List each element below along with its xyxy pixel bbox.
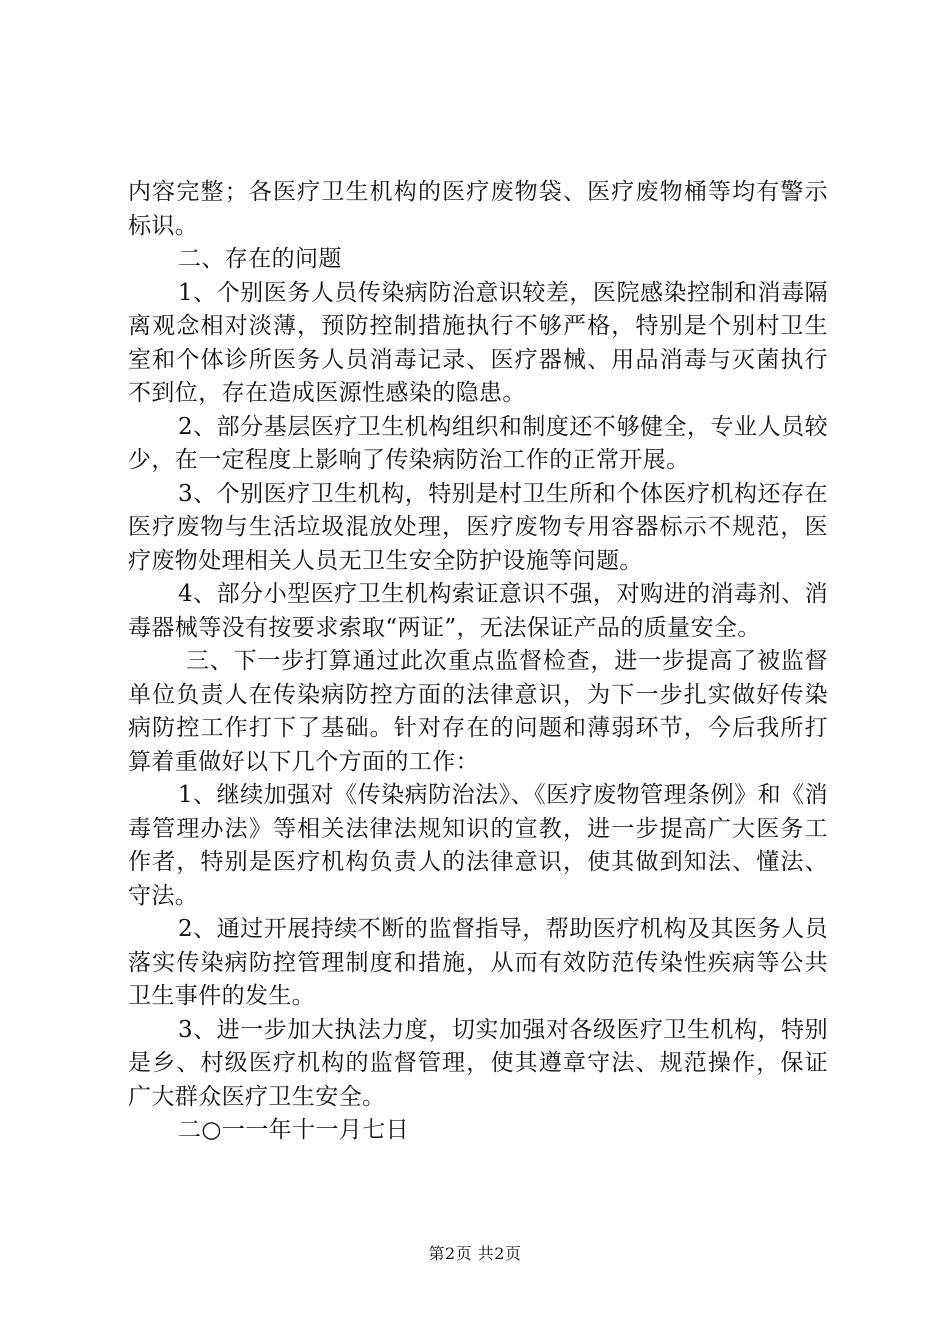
plan-item-2: 2、通过开展持续不断的监督指导，帮助医疗机构及其医务人员落实传染病防控管理制度和措施，从而有效防范传染性疾病等公共卫生事件的发生。	[128, 916, 828, 1009]
problem-item-1: 1、个别医务人员传染病防治意识较差，医院感染控制和消毒隔离观念相对淡薄，预防控制措施执行不够严格，特别是个别村卫生室和个体诊所医务人员消毒记录、医疗器械、用品消毒与灭菌执行不到位，存在造成医源性感染的隐患。	[128, 279, 828, 406]
page-footer	[0, 1244, 950, 1264]
problem-item-3: 3、个别医疗卫生机构，特别是村卫生所和个体医疗机构还存在医疗废物与生活垃圾混放处理，医疗废物专用容器标示不规范，医疗废物处理相关人员无卫生安全防护设施等问题。	[128, 480, 828, 574]
paragraph-intro-continued: 内容完整；各医疗卫生机构的医疗废物袋、医疗废物桶等均有警示标识。	[128, 179, 828, 239]
problem-item-4: 4、部分小型医疗卫生机构索证意识不强，对购进的消毒剂、消毒器械等没有按要求索取“两证”，无法保证产品的质量安全。	[128, 581, 828, 641]
problem-item-2: 2、部分基层医疗卫生机构组织和制度还不够健全，专业人员较少，在一定程度上影响了传染病防治工作的正常开展。	[128, 413, 828, 473]
plan-item-1: 1、继续加强对《传染病防治法》、《医疗废物管理条例》和《消毒管理办法》等相关法律法规知识的宣教，进一步提高广大医务工作者，特别是医疗机构负责人的法律意识，使其做到知法、懂法、守法。	[128, 782, 828, 909]
page-number-label: 第2页 共2页	[428, 1244, 522, 1263]
plan-item-3: 3、进一步加大执法力度，切实加强对各级医疗卫生机构，特别是乡、村级医疗机构的监督管理，使其遵章守法、规范操作，保证广大群众医疗卫生安全。	[128, 1016, 828, 1110]
section-heading-problems: 二、存在的问题	[178, 246, 342, 272]
document-date: 二○一一年十一月七日	[178, 1117, 410, 1143]
document-body	[128, 176, 828, 1148]
section-heading-next-steps: 三、下一步打算通过此次重点监督检查，进一步提高了被监督单位负责人在传染病防控方面的法律意识，为下一步扎实做好传染病防控工作打下了基础。针对存在的问题和薄弱环节，今后我所打算着重做好以下几个方面的工作：	[128, 648, 828, 775]
